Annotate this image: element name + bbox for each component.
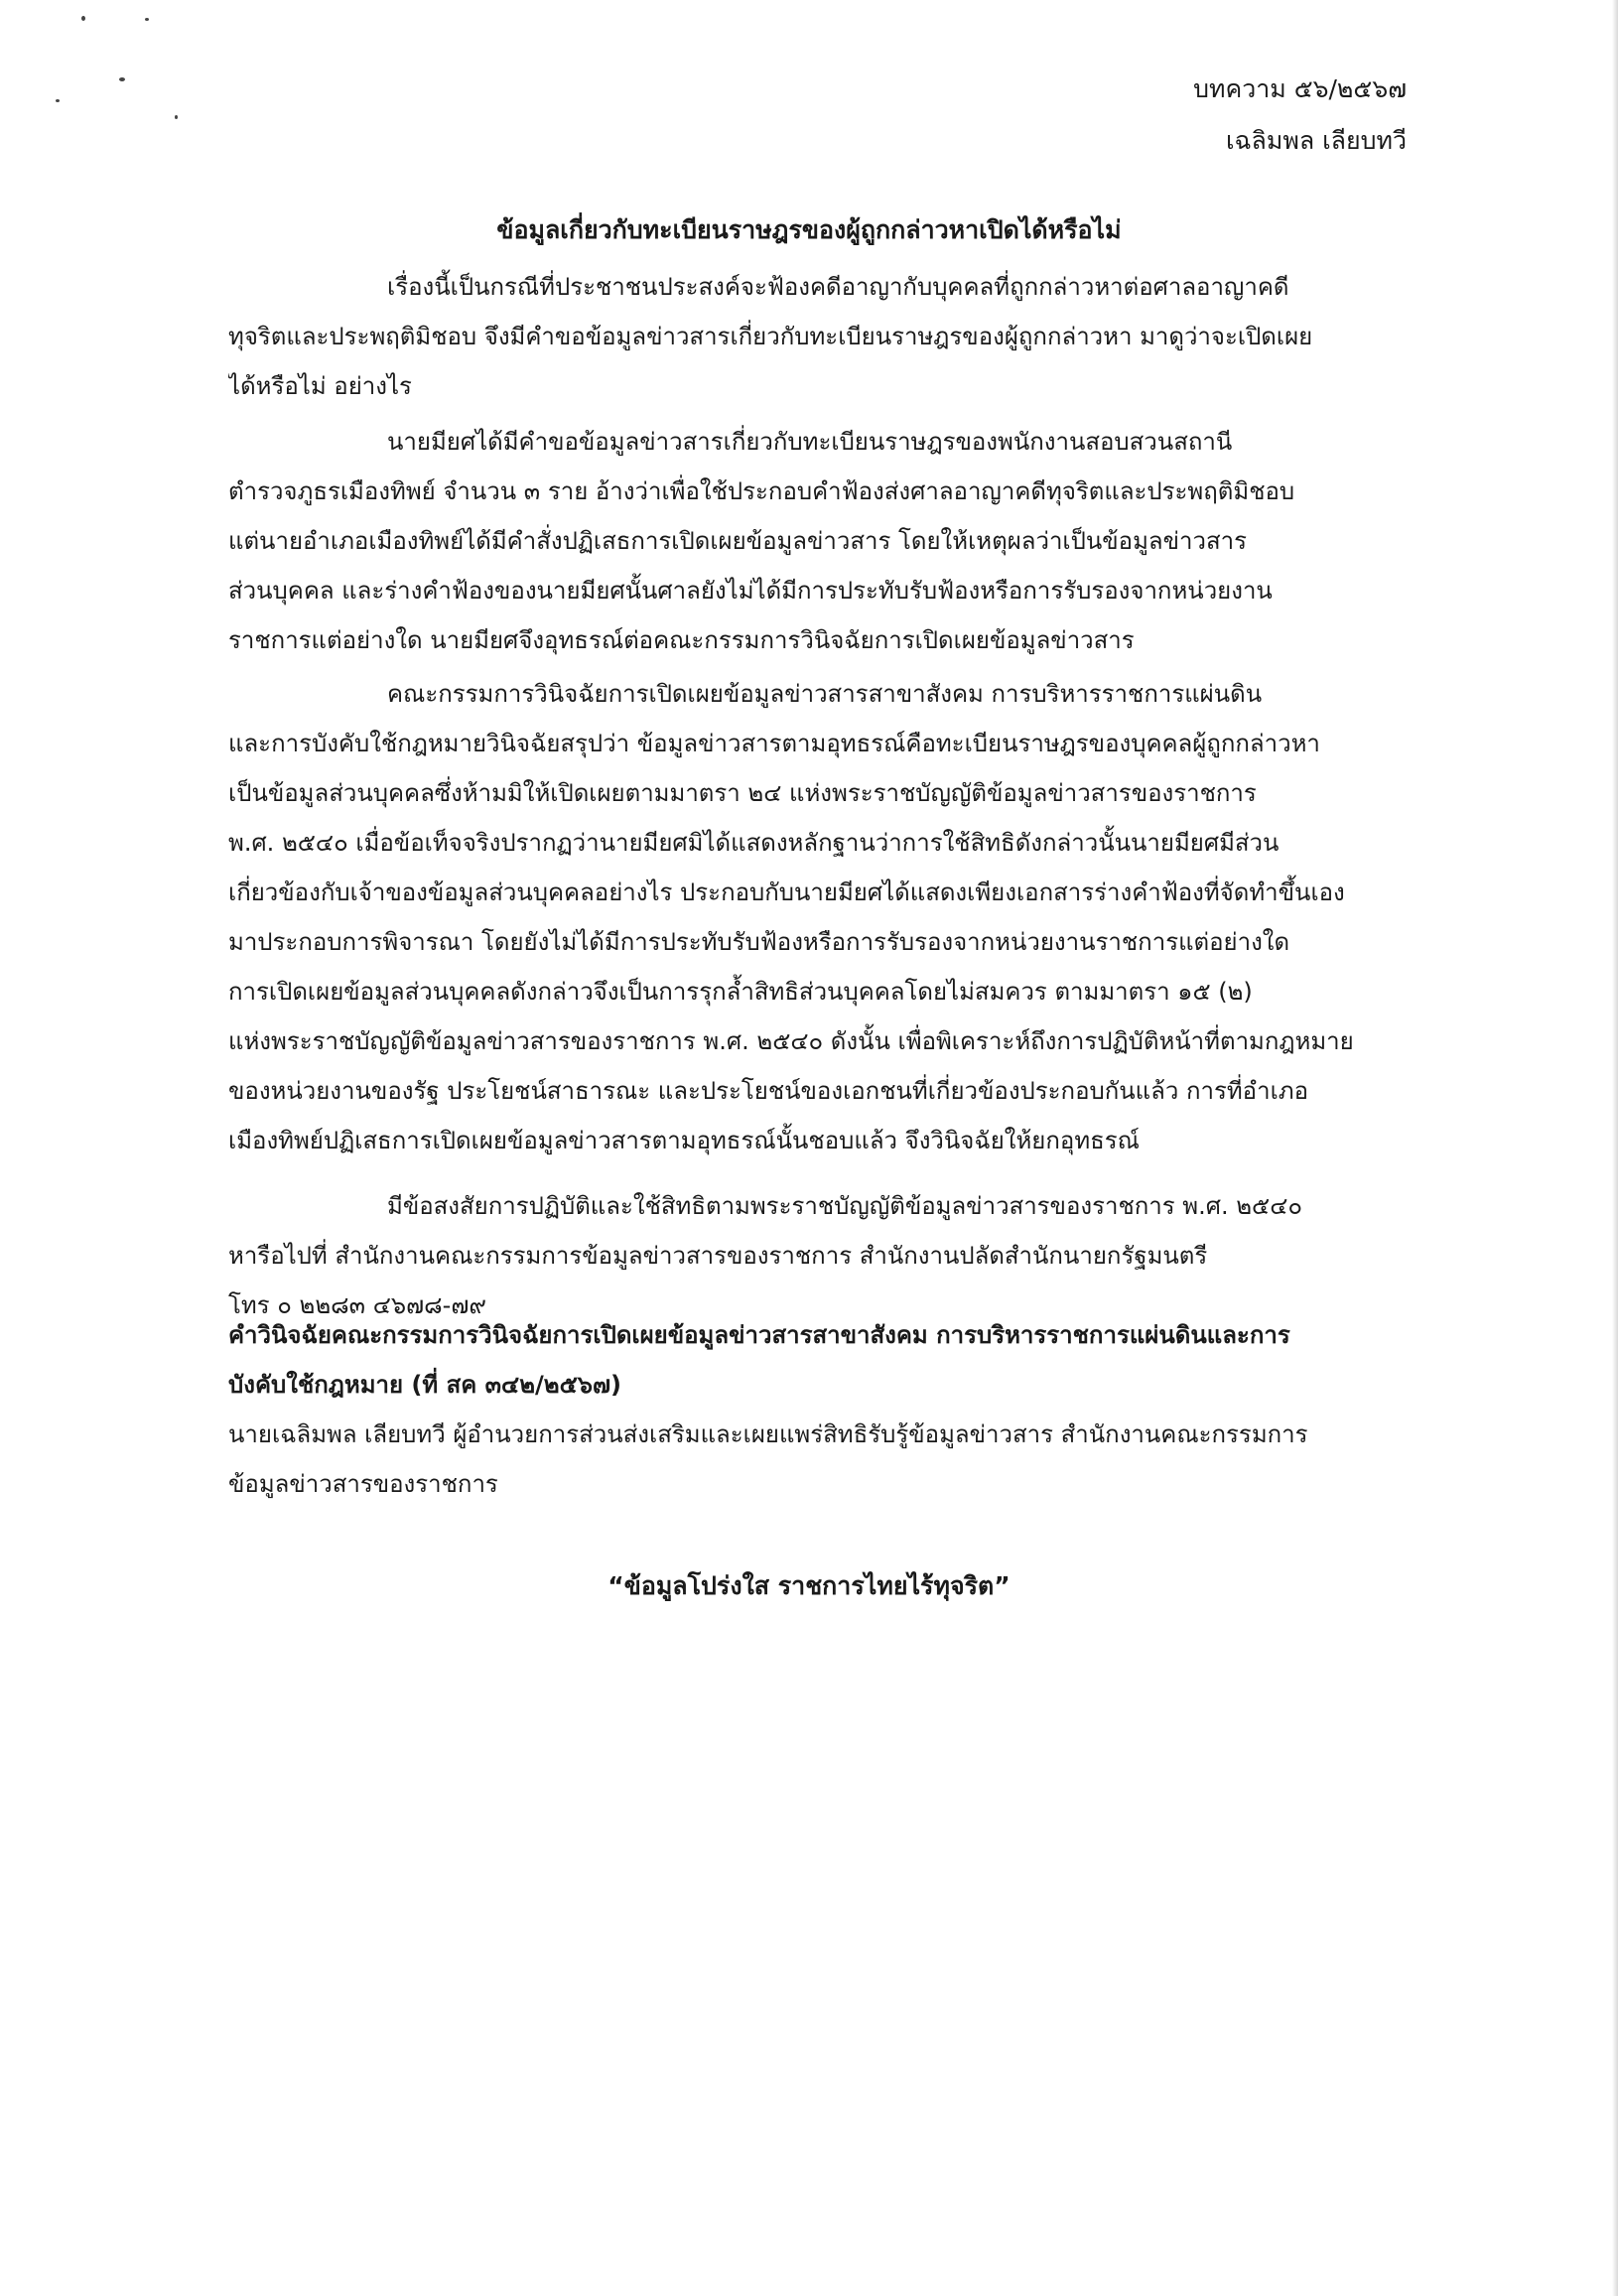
- scan-speck: [56, 99, 60, 102]
- decision-reference: [228, 1310, 1410, 1410]
- paragraph-line: เรื่องนี้เป็นกรณีที่ประชาชนประสงค์จะฟ้องคดีอาญากับบุคคลที่ถูกกล่าวหาต่อศาลอาญาคดี: [387, 273, 1289, 301]
- scan-speck: [175, 115, 178, 119]
- paragraph-line: มาประกอบการพิจารณา โดยยังไม่ได้มีการประทับรับฟ้องหรือการรับรองจากหน่วยงานราชการแต่อย่างใด: [228, 928, 1290, 956]
- paragraph-line: และการบังคับใช้กฎหมายวินิจฉัยสรุปว่า ข้อมูลข่าวสารตามอุทธรณ์คือทะเบียนราษฎรของบุคคลผู้ถูกกล่าวหา: [228, 730, 1320, 757]
- credit-line: นายเฉลิมพล เลียบทวี ผู้อำนวยการส่วนส่งเสริมและเผยแพร่สิทธิรับรู้ข้อมูลข่าวสาร สำนักงานคณะกรรมการ: [228, 1420, 1308, 1448]
- paragraph-line: แห่งพระราชบัญญัติข้อมูลข่าวสารของราชการ พ.ศ. ๒๕๔๐ ดังนั้น เพื่อพิเคราะห์ถึงการปฏิบัติหน้าที่ตามกฎหมาย: [228, 1027, 1354, 1055]
- paragraph-line: นายมียศได้มีคำขอข้อมูลข่าวสารเกี่ยวกับทะเบียนราษฎรของพนักงานสอบสวนสถานี: [387, 428, 1233, 456]
- header-meta: [1193, 64, 1407, 167]
- author-credit: [228, 1410, 1410, 1509]
- slogan: “ข้อมูลโปร่งใส ราชการไทยไร้ทุจริต”: [607, 1571, 1011, 1600]
- scan-speck: [119, 77, 125, 81]
- reference-line: บังคับใช้กฎหมาย (ที่ สค ๓๔๒/๒๕๖๗): [228, 1371, 622, 1399]
- paragraph-line: พ.ศ. ๒๕๔๐ เมื่อข้อเท็จจริงปรากฏว่านายมียศมิได้แสดงหลักฐานว่าการใช้สิทธิดังกล่าวนั้นนายมียศมีส่วน: [228, 829, 1280, 857]
- credit-line: ข้อมูลข่าวสารของราชการ: [228, 1470, 498, 1498]
- paragraph-line: มีข้อสงสัยการปฏิบัติและใช้สิทธิตามพระราชบัญญัติข้อมูลข่าวสารของราชการ พ.ศ. ๒๕๔๐: [387, 1192, 1303, 1220]
- paragraph-line: การเปิดเผยข้อมูลส่วนบุคคลดังกล่าวจึงเป็นการรุกล้ำสิทธิส่วนบุคคลโดยไม่สมควร ตามมาตรา ๑๕ (๒): [228, 978, 1253, 1006]
- paragraph-line: ทุจริตและประพฤติมิชอบ จึงมีคำขอข้อมูลข่าวสารเกี่ยวกับทะเบียนราษฎรของผู้ถูกกล่าวหา มาดูว่าจะเปิดเผย: [228, 323, 1313, 350]
- paragraph-contact: [228, 1181, 1410, 1330]
- paragraph-line: เกี่ยวข้องกับเจ้าของข้อมูลส่วนบุคคลอย่างไร ประกอบกับนายมียศได้แสดงเพียงเอกสารร่างคำฟ้องที่จัดทำขึ้นเอง: [228, 878, 1345, 906]
- scan-speck: [145, 18, 149, 21]
- paragraph-line: คณะกรรมการวินิจฉัยการเปิดเผยข้อมูลข่าวสารสาขาสังคม การบริหารราชการแผ่นดิน: [387, 680, 1263, 708]
- article-number: บทความ ๕๖/๒๕๖๗: [1193, 74, 1407, 103]
- scan-edge-shadow: [1612, 0, 1618, 2296]
- paragraph-line: ราชการแต่อย่างใด นายมียศจึงอุทธรณ์ต่อคณะกรรมการวินิจฉัยการเปิดเผยข้อมูลข่าวสาร: [228, 626, 1135, 654]
- paragraph-intro: [228, 262, 1410, 411]
- paragraph-ruling: [228, 669, 1410, 1165]
- paragraph-line: เมืองทิพย์ปฏิเสธการเปิดเผยข้อมูลข่าวสารตามอุทธรณ์นั้นชอบแล้ว จึงวินิจฉัยให้ยกอุทธรณ์: [228, 1127, 1140, 1154]
- paragraph-line: ของหน่วยงานของรัฐ ประโยชน์สาธารณะ และประโยชน์ของเอกชนที่เกี่ยวข้องประกอบกันแล้ว การที่อำเภอ: [228, 1077, 1309, 1105]
- paragraph-line: หารือไปที่ สำนักงานคณะกรรมการข้อมูลข่าวสารของราชการ สำนักงานปลัดสำนักนายกรัฐมนตรี: [228, 1242, 1208, 1270]
- paragraph-facts: [228, 417, 1410, 665]
- paragraph-line: โทร ๐ ๒๒๘๓ ๔๖๗๘-๗๙: [228, 1291, 486, 1319]
- paragraph-line: ได้หรือไม่ อย่างไร: [228, 372, 412, 400]
- scan-speck: [81, 16, 85, 21]
- author-name: เฉลิมพล เลียบทวี: [1225, 126, 1407, 155]
- paragraph-line: เป็นข้อมูลส่วนบุคคลซึ่งห้ามมิให้เปิดเผยตามมาตรา ๒๔ แห่งพระราชบัญญัติข้อมูลข่าวสารของราชการ: [228, 779, 1257, 807]
- reference-line: คำวินิจฉัยคณะกรรมการวินิจฉัยการเปิดเผยข้อมูลข่าวสารสาขาสังคม การบริหารราชการแผ่นดินและการ: [228, 1321, 1290, 1349]
- document-title: ข้อมูลเกี่ยวกับทะเบียนราษฎรของผู้ถูกกล่าวหาเปิดได้หรือไม่: [496, 215, 1122, 244]
- paragraph-line: แต่นายอำเภอเมืองทิพย์ได้มีคำสั่งปฏิเสธการเปิดเผยข้อมูลข่าวสาร โดยให้เหตุผลว่าเป็นข้อมูลข่าวสาร: [228, 527, 1247, 555]
- paragraph-line: ส่วนบุคคล และร่างคำฟ้องของนายมียศนั้นศาลยังไม่ได้มีการประทับรับฟ้องหรือการรับรองจากหน่วยงาน: [228, 577, 1273, 605]
- paragraph-line: ตำรวจภูธรเมืองทิพย์ จำนวน ๓ ราย อ้างว่าเพื่อใช้ประกอบคำฟ้องส่งศาลอาญาคดีทุจริตและประพฤติมิชอบ: [228, 477, 1295, 505]
